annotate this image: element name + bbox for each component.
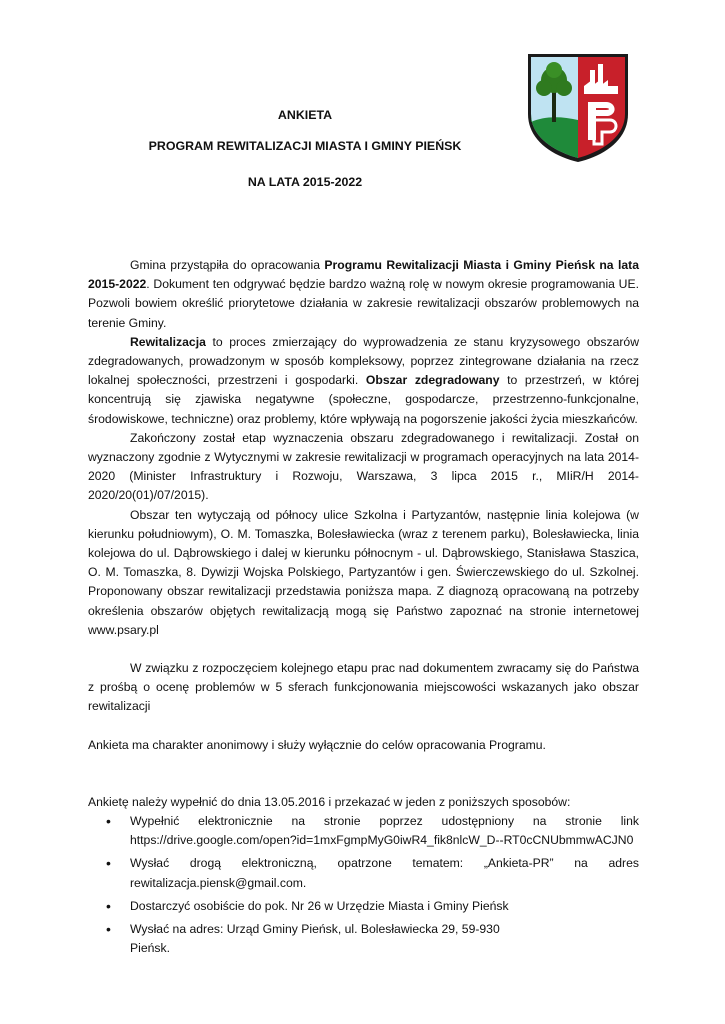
program-name: Programu Rewitalizacji Miasta i Gminy Pieńsk na lata 2015-2022: [88, 258, 639, 292]
paragraph-definitions: [88, 333, 639, 429]
list-item: [130, 920, 639, 958]
method-post-text: • Wysłać na adres: Urząd Gminy Pieńsk, ul. Bolesławiecka 29, 59-930: [130, 922, 500, 937]
email-address-link[interactable]: rewitalizacja.piensk@gmail.com.: [130, 875, 307, 890]
method-post-city: Pieńsk.: [130, 941, 170, 956]
term-rewitalizacja: Rewitalizacja: [130, 334, 206, 349]
paragraph-intro: [88, 256, 639, 333]
title-ankieta: ANKIETA: [277, 108, 333, 122]
paragraph-anonymous: Ankieta ma charakter anonimowy i służy wyłącznie do celów opracowania Programu.: [88, 737, 546, 752]
title-program: PROGRAM REWITALIZACJI MIASTA I GMINY PIEŃSK: [148, 139, 462, 153]
intro-text: Gmina przystąpiła do opracowania: [130, 258, 325, 272]
document-body: [88, 256, 639, 963]
method-in-person-text: • Dostarczyć osobiście do pok. Nr 26 w Urzędzie Miasta i Gminy Pieńsk: [130, 898, 509, 913]
intro-text-cont: . Dokument ten odgrywać będzie bardzo ważną rolę w nowym okresie programowania UE. Pozwoli bowiem określić priorytetowe działania w zakresie rewitalizacji obszarów problemowych na terenie Gminy.: [88, 277, 639, 330]
method-email-text: • Wysłać drogą elektroniczną, opatrzone tematem: „Ankieta-PR” na adres: [130, 856, 639, 871]
paragraph-area: Obszar ten wytyczają od północy ulice Szkolna i Partyzantów, następnie linia kolejowa (w kierunku południowym), O. M. Tomaszka, Bolesławiecka (wraz z terenem parku), Bolesławiecka, linia kolejowa do ul. Dąbrowskiego i dalej w kierunku północnym - ul. Dąbrowskiego, Stanisława Staszica, O. M. Tomaszka, 8. Dywizji Wojska Polskiego, Partyzantów i gen. Świerczewskiego do ul. Szkolnej. Proponowany obszar rewitalizacji przedstawia poniższa mapa. Z diagnozą opracowaną na potrzeby określenia obszarów objętych rewitalizacją mogą się Państwo zapoznać na stronie internetowej www.psary.pl: [88, 507, 639, 637]
paragraph-stage: Zakończony został etap wyznaczenia obszaru zdegradowanego i rewitalizacji. Został on wyznaczony zgodnie z Wytycznymi w zakresie rewitalizacji w programach operacyjnych na lata 2014-2020 (Minister Infrastruktury i Rozwoju, Warszawa, 3 lipca 2015 r., MIiR/H 2014-2020/20(01)/07/2015).: [88, 430, 639, 503]
definition-rewitalizacja: to proces zmierzający do wyprowadzenia ze stanu kryzysowego obszarów zdegradowanych, prowadzonym w sposób kompleksowy, poprzez zintegrowane działania na rzecz lokalnej społeczności, przestrzeni i gospodarki.: [88, 334, 639, 388]
list-item: [130, 812, 639, 850]
submission-methods-list: [88, 812, 639, 958]
paragraph-deadline: Ankietę należy wypełnić do dnia 13.05.2016 i przekazać w jeden z poniższych sposobów:: [88, 794, 571, 809]
term-obszar-zdegradowany: Obszar zdegradowany: [365, 373, 500, 388]
list-item: [130, 897, 639, 916]
method-online-text: • Wypełnić elektronicznie na stronie poprzez udostępniony na stronie link: [130, 814, 639, 829]
paragraph-next-stage: W związku z rozpoczęciem kolejnego etapu prac nad dokumentem zwracamy się do Państwa z prośbą o ocenę problemów w 5 sferach funkcjonowania miejscowości wskazanych jako obszar rewitalizacji: [88, 661, 639, 714]
title-years: NA LATA 2015-2022: [247, 175, 363, 189]
definition-obszar: to przestrzeń, w której koncentrują się zjawiska negatywne (społeczne, gospodarcze, przestrzenno-funkcjonalne, środowiskowe, techniczne) oraz problemy, które wpływają na pogorszenie jakości życia mieszkańców.: [88, 373, 639, 426]
survey-link[interactable]: https://drive.google.com/open?id=1mxFgmpMyG0iwR4_fik8nlcW_D--RT0cCNUbmmwACJN0: [130, 833, 634, 848]
list-item: [130, 854, 639, 892]
